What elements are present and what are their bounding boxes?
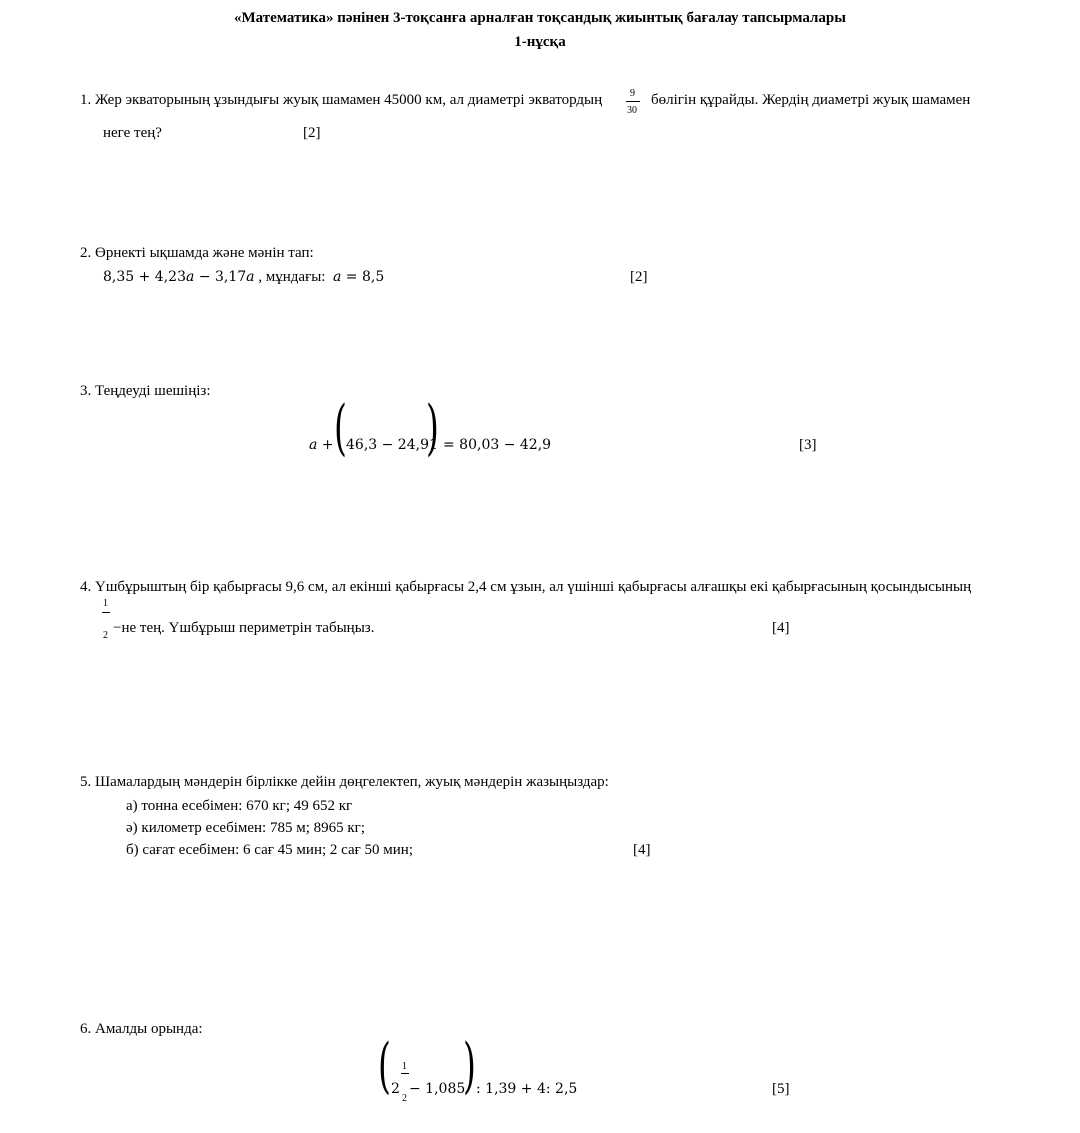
task-6-score: [5] [772, 1081, 790, 1097]
task-3-var-a: a [309, 437, 318, 453]
task-6-paren-open: ( [378, 1031, 391, 1101]
task-5-score: [4] [633, 842, 651, 858]
task-4-fraction-denominator: 2 [103, 630, 108, 641]
task-6-inner-rest: − 1,085 [409, 1081, 466, 1097]
task-6-fraction-denominator: 2 [402, 1093, 407, 1104]
task-4-fraction-numerator: 1 [103, 598, 108, 609]
task-2-var-a: a [332, 269, 342, 285]
task-6-whole-part: 2 [391, 1081, 400, 1097]
task-5-heading: 5. Шамалардың мәндерін бірлікке дейін дөңгелектеп, жуық мәндерін жазыңыздар: [80, 774, 609, 790]
task-1-text-start: 1. Жер экваторының ұзындығы жуық шамамен 45000 км, ал диаметрі экватордың [80, 92, 603, 108]
task-2-var-a: a [246, 269, 255, 285]
task-3-paren-open: ( [334, 393, 347, 463]
variant-label: 1-нұсқа [514, 34, 566, 50]
document-title: «Математика» пәнінен 3-тоқсанға арналған тоқсандық жиынтық бағалау тапсырмалары [234, 10, 846, 26]
task-1-score: [2] [303, 125, 321, 141]
task-5-item-ae: ә) километр есебімен: 785 м; 8965 кг; [126, 820, 365, 836]
task-4-fraction-bar [102, 612, 110, 613]
task-3-plus: + [317, 437, 334, 453]
task-3-rhs: = 80,03 − 42,9 [443, 437, 552, 453]
task-6-paren-close: ) [463, 1031, 476, 1101]
task-6-heading: 6. Амалды орында: [80, 1021, 203, 1037]
task-1-fraction-numerator: 9 [630, 88, 635, 99]
task-2-value: = 8,5 [341, 269, 385, 285]
task-4-text: 4. Үшбұрыштың бір қабырғасы 9,6 см, ал екінші қабырғасы 2,4 см ұзын, ал үшінші қабырғасы алғашқы екі қабырғасының қосындысының [80, 579, 972, 595]
task-2-expr-part: 8,35 + 4,23 [103, 269, 186, 285]
task-1-fraction-denominator: 30 [627, 105, 637, 116]
task-6-fraction-bar [401, 1073, 409, 1074]
task-5-item-b: б) сағат есебімен: 6 сағ 45 мин; 2 сағ 50 мин; [126, 842, 414, 858]
task-6-tail: : 1,39 + 4: 2,5 [476, 1081, 578, 1097]
task-5-item-a: а) тонна есебімен: 670 кг; 49 652 кг [126, 798, 353, 814]
task-3-inner-expression: 46,3 − 24,91 [346, 437, 438, 453]
task-3-lhs [309, 438, 334, 453]
task-4-text-continued: −не тең. Үшбұрыш периметрін табыңыз. [113, 620, 375, 636]
task-2-where-label: , мұндағы: [254, 269, 326, 285]
task-3-score: [3] [799, 437, 817, 453]
task-2-expr-part: − 3,17 [194, 269, 247, 285]
task-4-score: [4] [772, 620, 790, 636]
task-1-text-end: бөлігін құрайды. Жердің диаметрі жуық шамамен [651, 92, 971, 108]
task-6-fraction-numerator: 1 [402, 1061, 407, 1072]
task-2-score: [2] [630, 269, 648, 285]
task-2-expression [103, 270, 384, 285]
task-3-heading: 3. Теңдеуді шешіңіз: [80, 383, 211, 399]
task-1-fraction-bar [626, 101, 640, 102]
task-1-question: неге тең? [103, 125, 162, 141]
task-2-var-a: a [185, 269, 195, 285]
task-3-paren-close: ) [426, 393, 439, 463]
task-2-heading: 2. Өрнекті ықшамда және мәнін тап: [80, 245, 314, 261]
